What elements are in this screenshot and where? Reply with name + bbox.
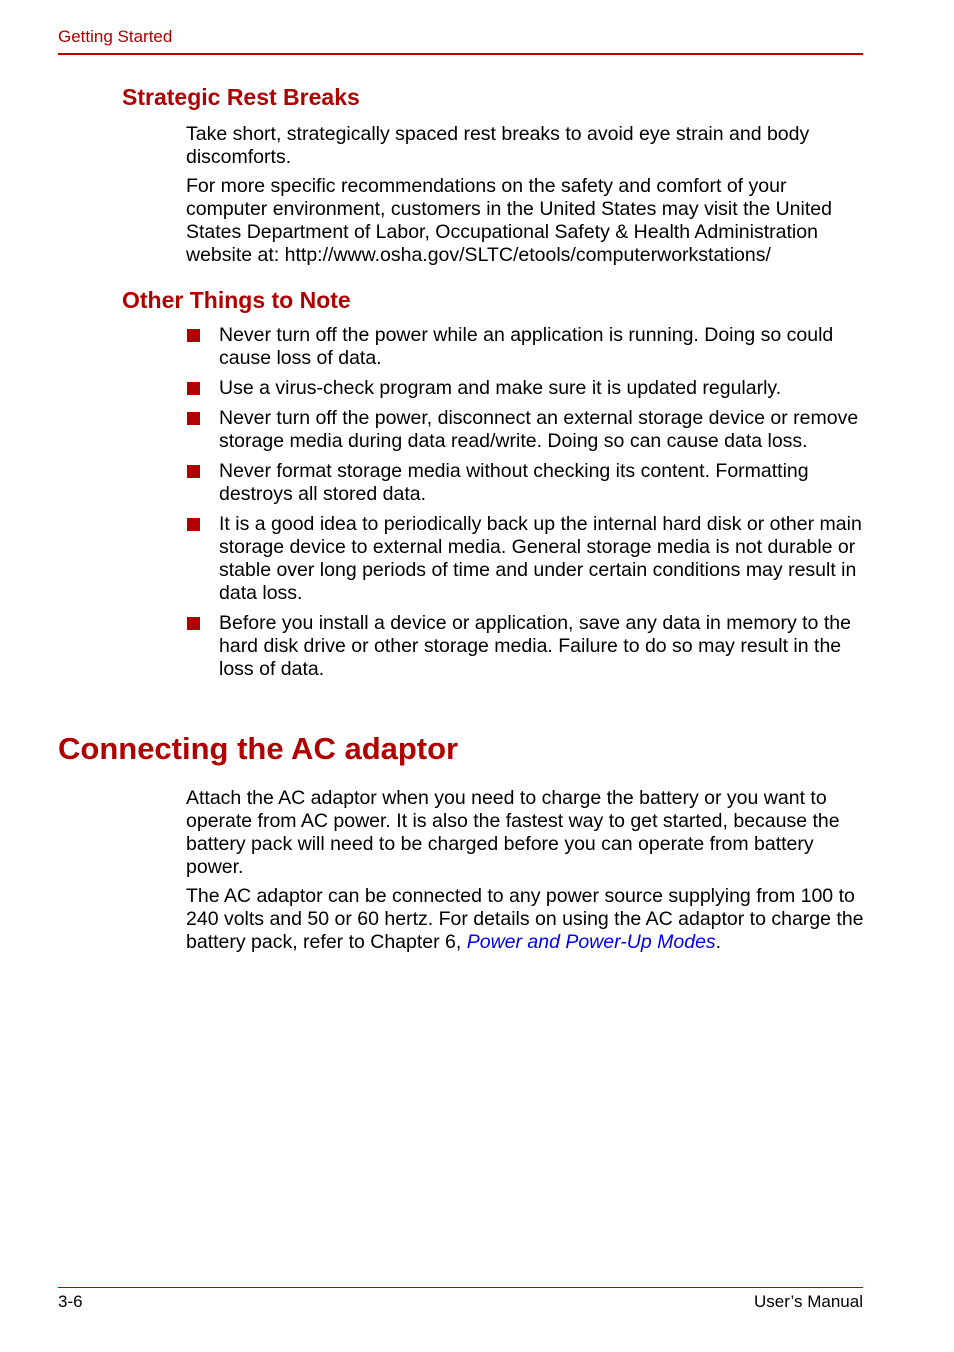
manual-title: User’s Manual xyxy=(754,1292,863,1311)
square-bullet-icon xyxy=(187,329,200,342)
list-item-text: Never turn off the power, disconnect an external storage device or remove storage media during data read/write. Doing so can cause data loss. xyxy=(219,407,859,452)
rest-breaks-paragraph-1: Take short, strategically spaced rest breaks to avoid eye strain and body discomforts. xyxy=(186,123,810,168)
list-item-text: Use a virus-check program and make sure it is updated regularly. xyxy=(219,377,782,399)
list-item xyxy=(186,612,876,681)
list-item xyxy=(186,377,876,400)
ac-adaptor-paragraph-2-end: . xyxy=(715,931,722,953)
power-modes-link[interactable]: Power and Power-Up Modes xyxy=(466,931,716,953)
list-item-text: Before you install a device or application, save any data in memory to the hard disk drive or other storage media. Failure to do so may result in the loss of data. xyxy=(219,612,851,680)
header-rule xyxy=(58,53,863,55)
heading-connecting-ac-adaptor: Connecting the AC adaptor xyxy=(58,731,459,766)
list-item xyxy=(186,460,876,506)
header-title: Getting Started xyxy=(58,27,173,46)
heading-other-things-to-note: Other Things to Note xyxy=(122,287,351,313)
rest-breaks-paragraph-2: For more specific recommendations on the safety and comfort of your computer environment, customers in the United States may visit the United States Department of Labor, Occupational Safety & Health Administration website at: http://www.osha.gov/SLTC/etools/computerworkstations/ xyxy=(186,175,832,266)
footer-rule xyxy=(58,1287,863,1288)
heading-strategic-rest-breaks: Strategic Rest Breaks xyxy=(122,84,360,110)
list-item xyxy=(186,407,876,453)
list-item-text: Never format storage media without checking its content. Formatting destroys all stored data. xyxy=(219,460,809,505)
ac-adaptor-paragraph-1: Attach the AC adaptor when you need to charge the battery or you want to operate from AC power. It is also the fastest way to get started, because the battery pack will need to be charged before you can operate from battery power. xyxy=(186,787,840,878)
list-item-text: It is a good idea to periodically back up the internal hard disk or other main storage device to external media. General storage media is not durable or stable over long periods of time and under certain conditions may result in data loss. xyxy=(219,513,862,604)
square-bullet-icon xyxy=(187,465,200,478)
ac-adaptor-paragraph-2-text: The AC adaptor can be connected to any power source supplying from 100 to 240 volts and 50 or 60 hertz. For details on using the AC adaptor to charge the battery pack, refer to Chapter 6, xyxy=(186,885,864,953)
list-item xyxy=(186,324,876,370)
page-number: 3-6 xyxy=(58,1292,83,1311)
square-bullet-icon xyxy=(187,412,200,425)
square-bullet-icon xyxy=(187,382,200,395)
square-bullet-icon xyxy=(187,617,200,630)
list-item-text: Never turn off the power while an application is running. Doing so could cause loss of data. xyxy=(219,324,834,369)
ac-adaptor-paragraph-2 xyxy=(186,885,866,954)
list-item xyxy=(186,513,876,605)
notes-list xyxy=(186,324,876,688)
square-bullet-icon xyxy=(187,518,200,531)
